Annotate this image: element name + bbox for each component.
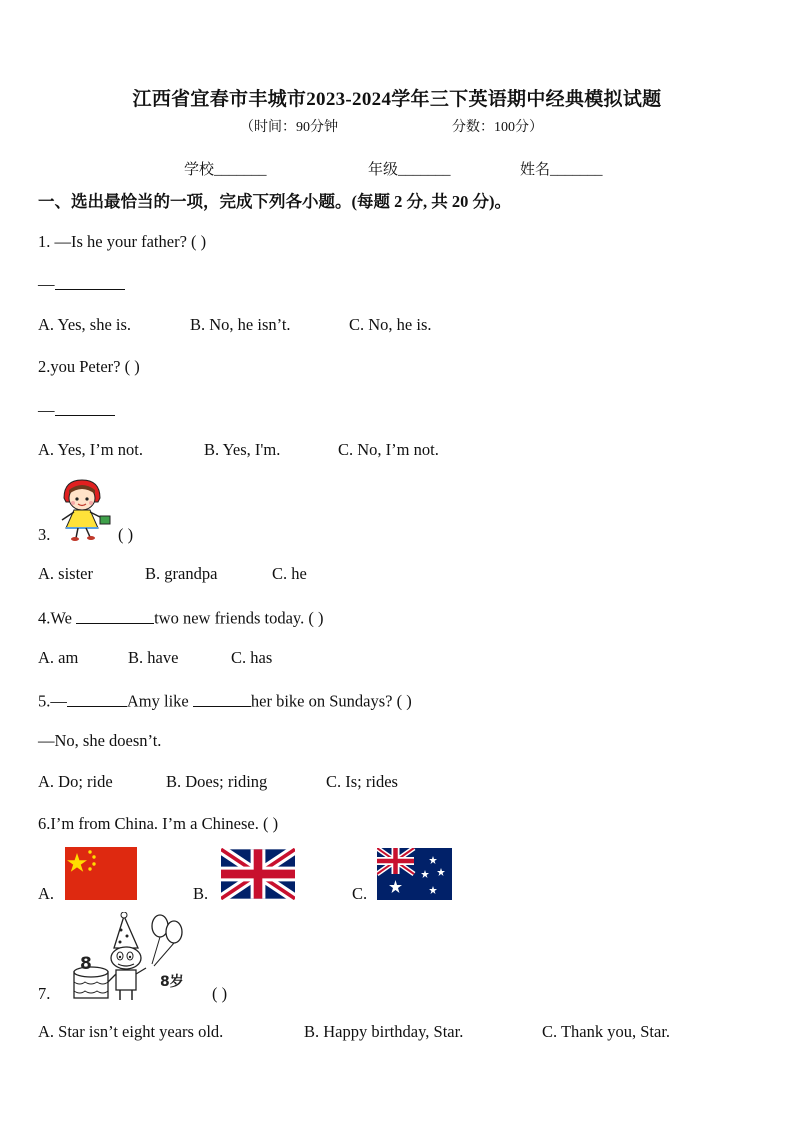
q1-answer-line xyxy=(38,272,125,295)
q6-label-a: A. xyxy=(38,884,55,903)
q2-dash: — xyxy=(38,400,55,420)
q2-blank xyxy=(55,398,115,416)
q5-stem-mid: Amy like xyxy=(126,691,193,711)
birthday-illustration xyxy=(68,912,190,1004)
q5-stem-end: her bike on Sundays? ( ) xyxy=(250,691,412,711)
q5-blank-2 xyxy=(193,689,251,707)
q5-reply: —No, she doesn’t. xyxy=(38,731,162,750)
q7-option-c: C. Thank you, Star. xyxy=(542,1022,671,1041)
grade-field: 年级_______ xyxy=(368,162,451,178)
q5-option-b: B. Does; riding xyxy=(166,772,268,791)
q3-option-c: C. he xyxy=(272,564,307,583)
q6-label-b: B. xyxy=(193,884,209,903)
china-flag xyxy=(65,847,137,900)
q6-stem: 6.I’m from China. I’m a Chinese. ( ) xyxy=(38,814,279,833)
q2-option-a: A. Yes, I’m not. xyxy=(38,440,143,459)
q1-option-c: C. No, he is. xyxy=(349,315,432,334)
q4-blank xyxy=(76,606,154,624)
q7-paren: ( ) xyxy=(212,984,228,1003)
q7-option-b: B. Happy birthday, Star. xyxy=(304,1022,464,1041)
q5-stem xyxy=(38,689,412,712)
school-field: 学校_______ xyxy=(184,162,267,178)
q2-option-b: B. Yes, I'm. xyxy=(204,440,281,459)
age-text: 8岁 xyxy=(160,974,184,990)
q3-number: 3. xyxy=(38,525,51,544)
exam-score: 分数：100分） xyxy=(452,120,543,135)
q1-option-a: A. Yes, she is. xyxy=(38,315,132,334)
q1-blank xyxy=(55,272,125,290)
q1-stem: 1. —Is he your father? ( ) xyxy=(38,232,207,251)
q7-number: 7. xyxy=(38,984,51,1003)
q1-option-b: B. No, he isn’t. xyxy=(190,315,291,334)
exam-time: （时间：90分钟 xyxy=(240,120,338,135)
q5-option-c: C. Is; rides xyxy=(326,772,398,791)
q4-stem-end: two new friends today. ( ) xyxy=(154,608,324,628)
q5-option-a: A. Do; ride xyxy=(38,772,113,791)
q2-option-c: C. No, I’m not. xyxy=(338,440,439,459)
cake-number: 8 xyxy=(80,954,92,974)
q4-option-c: C. has xyxy=(231,648,273,667)
q2-stem: 2.you Peter? ( ) xyxy=(38,357,140,376)
uk-flag xyxy=(221,848,295,900)
q1-dash: — xyxy=(38,274,55,294)
page-title: 江西省宜春市丰城市2023-2024学年三下英语期中经典模拟试题 xyxy=(132,89,662,110)
q4-stem-start: 4.We xyxy=(38,608,77,628)
name-field: 姓名_______ xyxy=(520,162,603,178)
q3-option-a: A. sister xyxy=(38,564,93,583)
q4-stem xyxy=(38,606,323,629)
q2-answer-line xyxy=(38,398,115,421)
australia-flag xyxy=(377,848,452,900)
q3-paren: ( ) xyxy=(118,525,134,544)
q5-stem-start: 5.— xyxy=(38,691,67,711)
q7-option-a: A. Star isn’t eight years old. xyxy=(38,1022,224,1041)
q6-label-c: C. xyxy=(352,884,368,903)
q4-option-a: A. am xyxy=(38,648,79,667)
section-heading: 一、选出最恰当的一项，完成下列各小题。(每题 2 分, 共 20 分)。 xyxy=(38,192,511,211)
q5-blank-1 xyxy=(67,689,127,707)
q3-option-b: B. grandpa xyxy=(145,564,218,583)
girl-illustration xyxy=(52,476,114,542)
q4-option-b: B. have xyxy=(128,648,179,667)
